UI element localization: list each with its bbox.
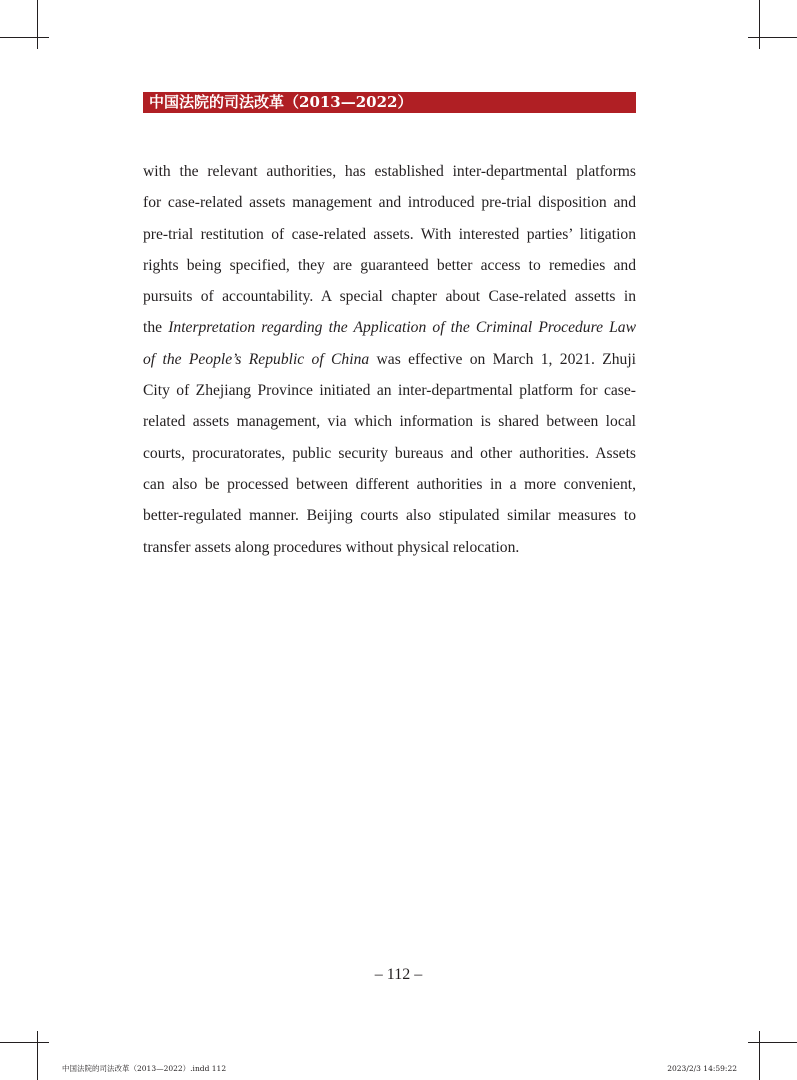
- text-line: [143, 250, 636, 281]
- text-segment: pursuits of accountability. A special chapter about Case-related assetts in: [143, 288, 636, 306]
- text-segment: with the relevant authorities, has established inter-departmental platforms: [143, 163, 636, 180]
- text-line: [143, 156, 636, 187]
- text-segment: the: [143, 319, 169, 337]
- text-segment: for case-related assets management and introduced pre-trial disposition and: [143, 194, 636, 212]
- text-line: [143, 312, 636, 343]
- text-line: [143, 469, 636, 500]
- page-number: – 112 –: [374, 966, 423, 983]
- body-paragraph: [143, 156, 636, 563]
- text-line: [143, 438, 636, 469]
- text-segment: can also be processed between different authorities in a more convenient,: [143, 475, 636, 493]
- print-slug-timestamp: 2023/2/3 14:59:22: [667, 1064, 737, 1073]
- text-segment: rights being specified, they are guaranteed better access to remedies and: [143, 256, 636, 274]
- text-line: [143, 406, 636, 437]
- text-segment: transfer assets along procedures without physical relocation.: [143, 538, 520, 556]
- text-segment: courts, procuratorates, public security bureaus and other authorities. Assets: [143, 444, 636, 462]
- running-header: [143, 92, 636, 113]
- text-line: [143, 500, 636, 531]
- crop-mark: [759, 0, 760, 49]
- crop-mark: [37, 0, 38, 49]
- text-segment: related assets management, via which information is shared between local: [143, 413, 636, 431]
- text-line: [143, 532, 636, 563]
- crop-mark: [0, 1042, 49, 1043]
- crop-mark: [0, 37, 49, 38]
- italic-text: of the People’s Republic of China: [143, 350, 370, 368]
- text-segment: was effective on March 1, 2021. Zhuji: [369, 350, 636, 368]
- crop-mark: [748, 37, 797, 38]
- text-line: [143, 219, 636, 250]
- crop-mark: [748, 1042, 797, 1043]
- text-line: [143, 187, 636, 218]
- crop-mark: [759, 1031, 760, 1080]
- text-line: [143, 344, 636, 375]
- crop-mark: [37, 1031, 38, 1080]
- text-segment: City of Zhejiang Province initiated an inter-departmental platform for case-: [143, 382, 636, 400]
- italic-text: Interpretation regarding the Application of the Criminal Procedure Law: [168, 319, 637, 337]
- text-line: [143, 375, 636, 406]
- text-line: [143, 281, 636, 312]
- text-segment: pre-trial restitution of case-related assets. With interested parties’ litigation: [143, 225, 636, 243]
- print-slug-filename: 中国法院的司法改革（2013—2022）.indd 112: [62, 1064, 227, 1073]
- running-header-title: 中国法院的司法改革（2013—2022）: [149, 93, 413, 111]
- text-segment: better-regulated manner. Beijing courts also stipulated similar measures to: [143, 507, 636, 525]
